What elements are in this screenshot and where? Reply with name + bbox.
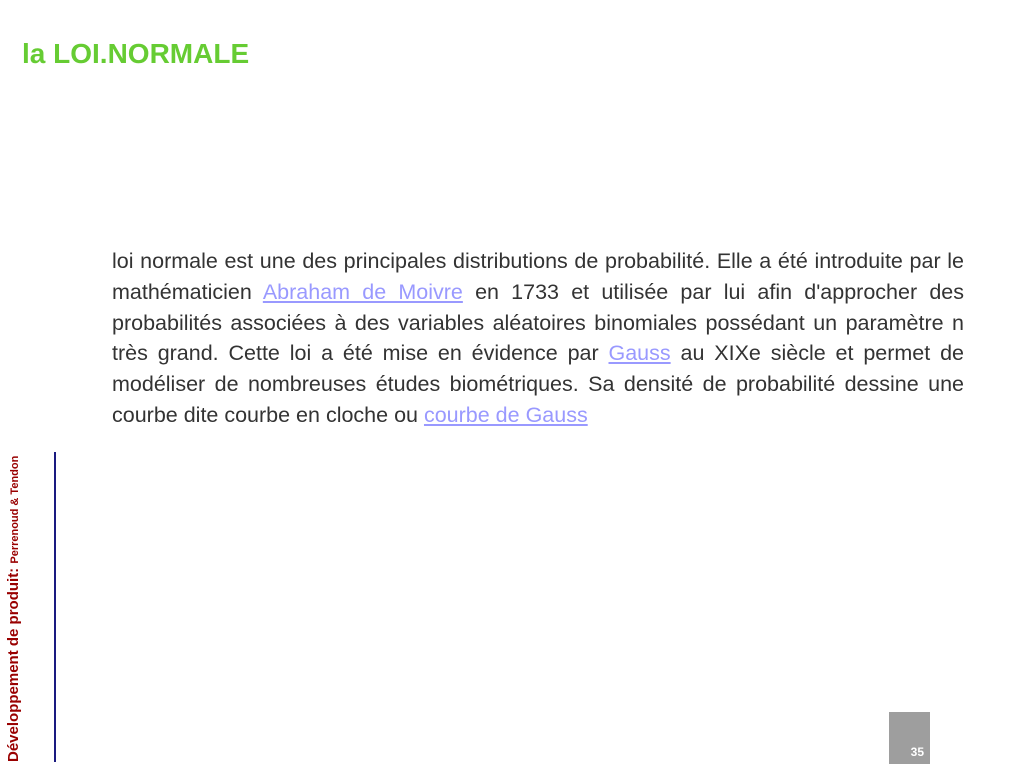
course-label: Développement de produit: bbox=[5, 563, 22, 762]
side-footer-label bbox=[6, 452, 23, 762]
courbe-de-gauss-link[interactable]: courbe de Gauss bbox=[423, 402, 588, 427]
gauss-link[interactable]: Gauss bbox=[608, 341, 671, 366]
authors-label: Perrenoud & Tendon bbox=[9, 455, 21, 564]
page-number: 35 bbox=[910, 745, 924, 759]
body-text-segment: loi normale est une des principales distributions de probabilité. Elle a été introduite par le mathématicien bbox=[112, 249, 964, 304]
body-text-segment: au XIXe siècle et permet de modéliser de nombreuses études biométriques. Sa densité de probabilité dessine une courbe dite courbe en cloche ou bbox=[112, 341, 964, 427]
slide-title: la LOI.NORMALE bbox=[22, 38, 250, 69]
side-divider bbox=[54, 452, 56, 762]
body-text-segment: en 1733 et utilisée par lui afin d'approcher des probabilités associées à des variables aléatoires binomiales possédant un paramètre n très grand. Cette loi a été mise en évidence par bbox=[112, 279, 964, 366]
abraham-de-moivre-link[interactable]: Abraham de Moivre bbox=[262, 279, 463, 304]
page-number-box bbox=[889, 712, 930, 764]
slide-body-text bbox=[112, 246, 964, 431]
